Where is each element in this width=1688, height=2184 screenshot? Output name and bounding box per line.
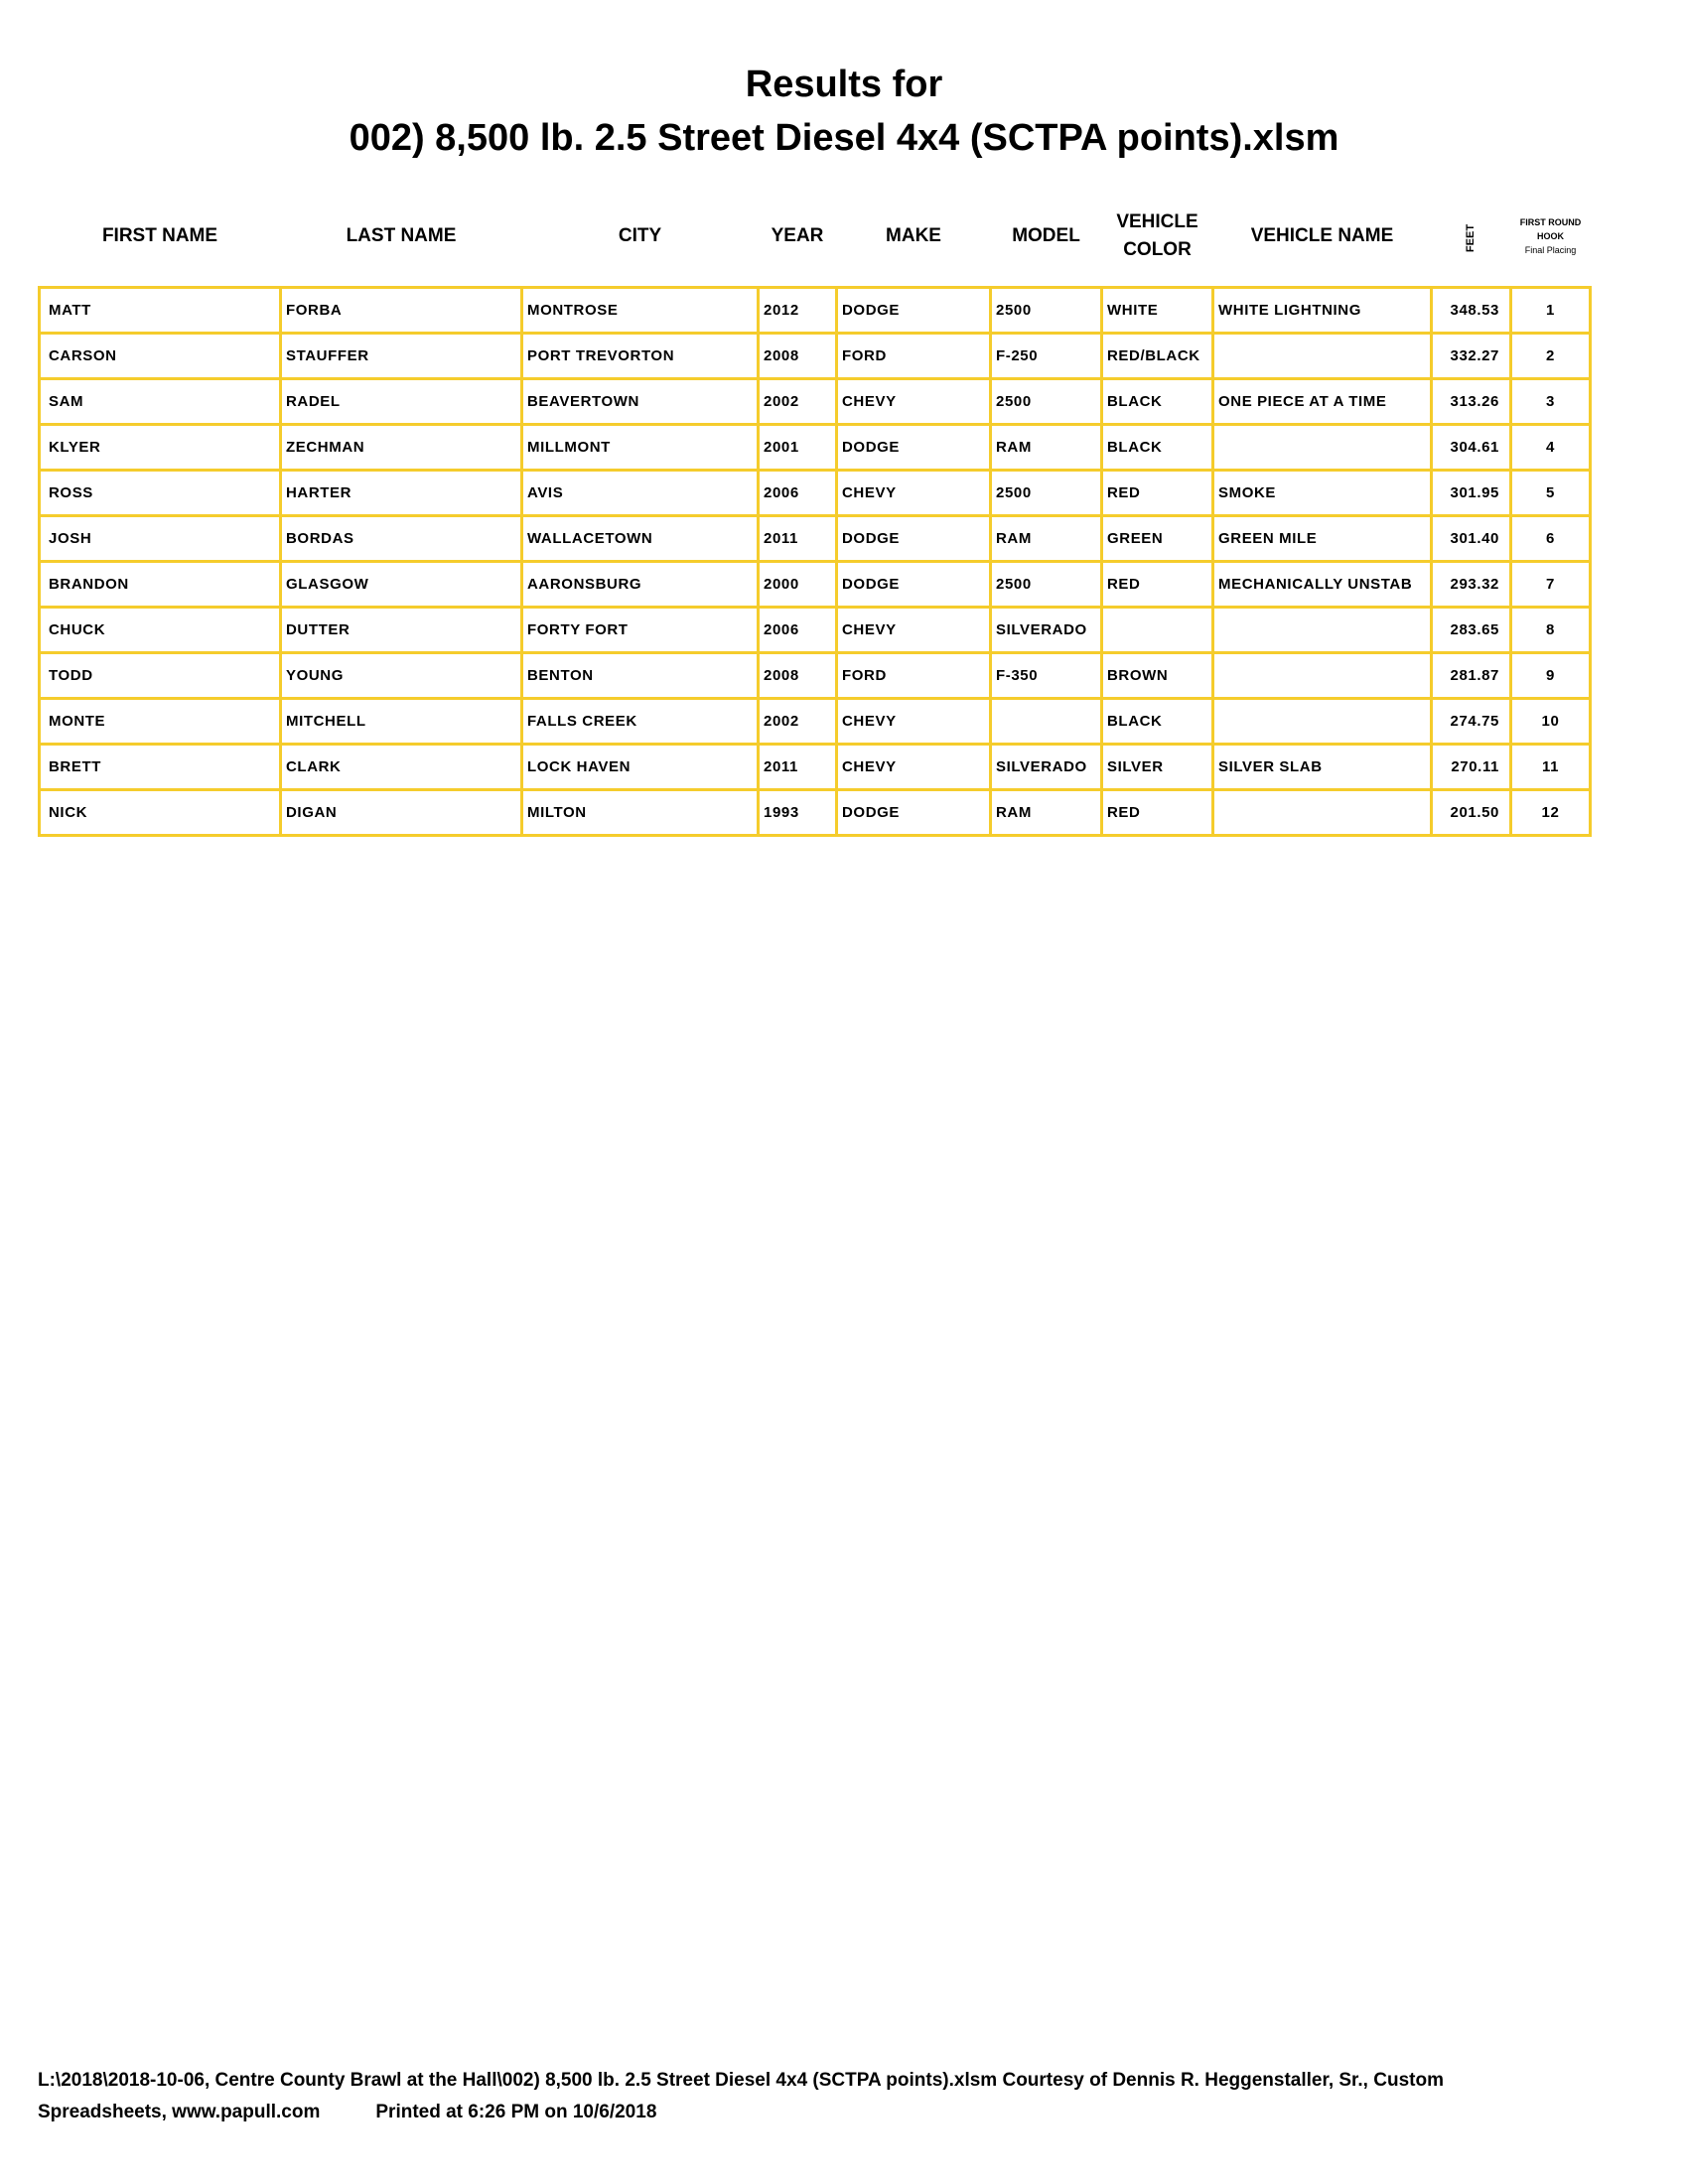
cell-vehicle-color: RED	[1102, 562, 1213, 608]
cell-vehicle-name	[1213, 699, 1432, 745]
table-row	[40, 334, 1591, 379]
cell-model: SILVERADO	[991, 745, 1102, 790]
cell-first-name: BRETT	[40, 745, 281, 790]
cell-vehicle-name: ONE PIECE AT A TIME	[1213, 379, 1432, 425]
cell-model: RAM	[991, 425, 1102, 471]
cell-vehicle-name	[1213, 425, 1432, 471]
cell-feet: 274.75	[1432, 699, 1511, 745]
cell-year: 2002	[759, 699, 837, 745]
cell-last-name: CLARK	[281, 745, 522, 790]
table-row	[40, 699, 1591, 745]
cell-vehicle-color: BLACK	[1102, 379, 1213, 425]
cell-make: CHEVY	[837, 608, 991, 653]
cell-year: 2001	[759, 425, 837, 471]
cell-city: WALLACETOWN	[522, 516, 759, 562]
header-feet-label: FEET	[1465, 223, 1477, 253]
cell-first-name: MONTE	[40, 699, 281, 745]
footer-line1: L:\2018\2018-10-06, Centre County Brawl at the Hall\002) 8,500 lb. 2.5 Street Diesel 4x4 (SCTPA points).xlsm Courtesy of Dennis R. Heggenstaller, Sr., Custom	[38, 2070, 1444, 2091]
cell-vehicle-color: GREEN	[1102, 516, 1213, 562]
cell-make: DODGE	[837, 516, 991, 562]
cell-city: MONTROSE	[522, 288, 759, 334]
cell-model: 2500	[991, 471, 1102, 516]
cell-year: 2012	[759, 288, 837, 334]
cell-feet: 301.95	[1432, 471, 1511, 516]
cell-feet: 332.27	[1432, 334, 1511, 379]
cell-city: FALLS CREEK	[522, 699, 759, 745]
cell-vehicle-color: BLACK	[1102, 699, 1213, 745]
footer	[38, 2065, 1656, 2128]
cell-city: BENTON	[522, 653, 759, 699]
cell-make: DODGE	[837, 288, 991, 334]
cell-city: LOCK HAVEN	[522, 745, 759, 790]
cell-model: F-250	[991, 334, 1102, 379]
cell-last-name: STAUFFER	[281, 334, 522, 379]
header-row	[40, 197, 1591, 276]
header-spacer-cell	[40, 276, 1591, 288]
cell-first-name: KLYER	[40, 425, 281, 471]
cell-make: DODGE	[837, 425, 991, 471]
cell-make: DODGE	[837, 790, 991, 836]
cell-city: MILLMONT	[522, 425, 759, 471]
header-last-name: LAST NAME	[346, 225, 457, 246]
table-row	[40, 516, 1591, 562]
cell-vehicle-color: SILVER	[1102, 745, 1213, 790]
cell-city: PORT TREVORTON	[522, 334, 759, 379]
cell-vehicle-name	[1213, 653, 1432, 699]
cell-vehicle-color: WHITE	[1102, 288, 1213, 334]
header-feet	[1432, 197, 1511, 276]
cell-last-name: DIGAN	[281, 790, 522, 836]
cell-first-name: SAM	[40, 379, 281, 425]
header-city: CITY	[618, 225, 662, 246]
cell-vehicle-name	[1213, 790, 1432, 836]
cell-vehicle-color: BROWN	[1102, 653, 1213, 699]
cell-placing: 2	[1511, 334, 1591, 379]
cell-vehicle-color: BLACK	[1102, 425, 1213, 471]
cell-feet: 348.53	[1432, 288, 1511, 334]
header-spacer	[40, 276, 1591, 288]
cell-city: FORTY FORT	[522, 608, 759, 653]
cell-last-name: GLASGOW	[281, 562, 522, 608]
cell-first-name: CARSON	[40, 334, 281, 379]
footer-line2	[38, 2097, 1656, 2128]
cell-feet: 270.11	[1432, 745, 1511, 790]
cell-vehicle-color: RED	[1102, 471, 1213, 516]
header-year: YEAR	[771, 225, 824, 246]
cell-last-name: RADEL	[281, 379, 522, 425]
cell-model: RAM	[991, 790, 1102, 836]
cell-placing: 4	[1511, 425, 1591, 471]
cell-make: DODGE	[837, 562, 991, 608]
cell-first-name: JOSH	[40, 516, 281, 562]
table-row	[40, 288, 1591, 334]
header-make: MAKE	[886, 225, 941, 246]
results-table	[38, 197, 1592, 837]
cell-first-name: ROSS	[40, 471, 281, 516]
cell-vehicle-name	[1213, 334, 1432, 379]
header-hook-line2: HOOK	[1537, 231, 1564, 241]
cell-model	[991, 699, 1102, 745]
cell-feet: 293.32	[1432, 562, 1511, 608]
cell-placing: 10	[1511, 699, 1591, 745]
header-vehicle-name: VEHICLE NAME	[1250, 225, 1394, 246]
cell-last-name: MITCHELL	[281, 699, 522, 745]
cell-make: CHEVY	[837, 379, 991, 425]
table-row	[40, 425, 1591, 471]
cell-vehicle-name: MECHANICALLY UNSTAB	[1213, 562, 1432, 608]
cell-last-name: YOUNG	[281, 653, 522, 699]
cell-placing: 1	[1511, 288, 1591, 334]
cell-model: 2500	[991, 379, 1102, 425]
cell-last-name: DUTTER	[281, 608, 522, 653]
header-vehicle-color	[1102, 197, 1213, 276]
cell-city: AARONSBURG	[522, 562, 759, 608]
cell-feet: 301.40	[1432, 516, 1511, 562]
cell-placing: 5	[1511, 471, 1591, 516]
header-hook-line3: Final Placing	[1524, 245, 1577, 255]
cell-feet: 281.87	[1432, 653, 1511, 699]
cell-feet: 304.61	[1432, 425, 1511, 471]
cell-feet: 201.50	[1432, 790, 1511, 836]
cell-placing: 6	[1511, 516, 1591, 562]
page-title: Results for	[745, 64, 943, 105]
cell-vehicle-color	[1102, 608, 1213, 653]
cell-last-name: BORDAS	[281, 516, 522, 562]
cell-city: BEAVERTOWN	[522, 379, 759, 425]
cell-first-name: TODD	[40, 653, 281, 699]
table-row	[40, 745, 1591, 790]
cell-year: 2002	[759, 379, 837, 425]
table-row	[40, 471, 1591, 516]
cell-make: FORD	[837, 334, 991, 379]
cell-placing: 8	[1511, 608, 1591, 653]
cell-make: CHEVY	[837, 745, 991, 790]
cell-year: 2008	[759, 334, 837, 379]
cell-model: RAM	[991, 516, 1102, 562]
cell-last-name: ZECHMAN	[281, 425, 522, 471]
cell-last-name: FORBA	[281, 288, 522, 334]
cell-year: 2006	[759, 471, 837, 516]
cell-vehicle-color: RED/BLACK	[1102, 334, 1213, 379]
results-body	[40, 288, 1591, 836]
cell-model: 2500	[991, 562, 1102, 608]
table-row	[40, 379, 1591, 425]
cell-placing: 12	[1511, 790, 1591, 836]
cell-first-name: CHUCK	[40, 608, 281, 653]
cell-year: 2011	[759, 745, 837, 790]
page-subtitle: 002) 8,500 lb. 2.5 Street Diesel 4x4 (SCTPA points).xlsm	[349, 117, 1339, 159]
cell-model: F-350	[991, 653, 1102, 699]
cell-make: CHEVY	[837, 471, 991, 516]
cell-first-name: NICK	[40, 790, 281, 836]
cell-feet: 313.26	[1432, 379, 1511, 425]
cell-vehicle-name	[1213, 608, 1432, 653]
cell-year: 2008	[759, 653, 837, 699]
footer-website: Spreadsheets, www.papull.com	[38, 2102, 321, 2122]
cell-placing: 7	[1511, 562, 1591, 608]
cell-model: SILVERADO	[991, 608, 1102, 653]
cell-vehicle-name: SMOKE	[1213, 471, 1432, 516]
table-row	[40, 608, 1591, 653]
cell-year: 2000	[759, 562, 837, 608]
cell-model: 2500	[991, 288, 1102, 334]
header-vehicle-color-line2: COLOR	[1123, 239, 1192, 260]
cell-vehicle-name: GREEN MILE	[1213, 516, 1432, 562]
cell-make: CHEVY	[837, 699, 991, 745]
cell-vehicle-color: RED	[1102, 790, 1213, 836]
cell-placing: 11	[1511, 745, 1591, 790]
header-hook-line1: FIRST ROUND	[1519, 217, 1582, 227]
cell-first-name: MATT	[40, 288, 281, 334]
cell-vehicle-name: WHITE LIGHTNING	[1213, 288, 1432, 334]
cell-make: FORD	[837, 653, 991, 699]
cell-year: 1993	[759, 790, 837, 836]
header-model: MODEL	[1012, 225, 1080, 246]
cell-feet: 283.65	[1432, 608, 1511, 653]
cell-city: AVIS	[522, 471, 759, 516]
cell-first-name: BRANDON	[40, 562, 281, 608]
cell-city: MILTON	[522, 790, 759, 836]
table-row	[40, 562, 1591, 608]
cell-placing: 3	[1511, 379, 1591, 425]
cell-vehicle-name: SILVER SLAB	[1213, 745, 1432, 790]
table-row	[40, 653, 1591, 699]
cell-year: 2006	[759, 608, 837, 653]
cell-year: 2011	[759, 516, 837, 562]
cell-placing: 9	[1511, 653, 1591, 699]
footer-printed: Printed at 6:26 PM on 10/6/2018	[375, 2102, 657, 2122]
header-first-name: FIRST NAME	[101, 225, 218, 246]
cell-last-name: HARTER	[281, 471, 522, 516]
header-vehicle-color-line1: VEHICLE	[1116, 211, 1198, 232]
table-row	[40, 790, 1591, 836]
header-hook	[1511, 197, 1591, 276]
